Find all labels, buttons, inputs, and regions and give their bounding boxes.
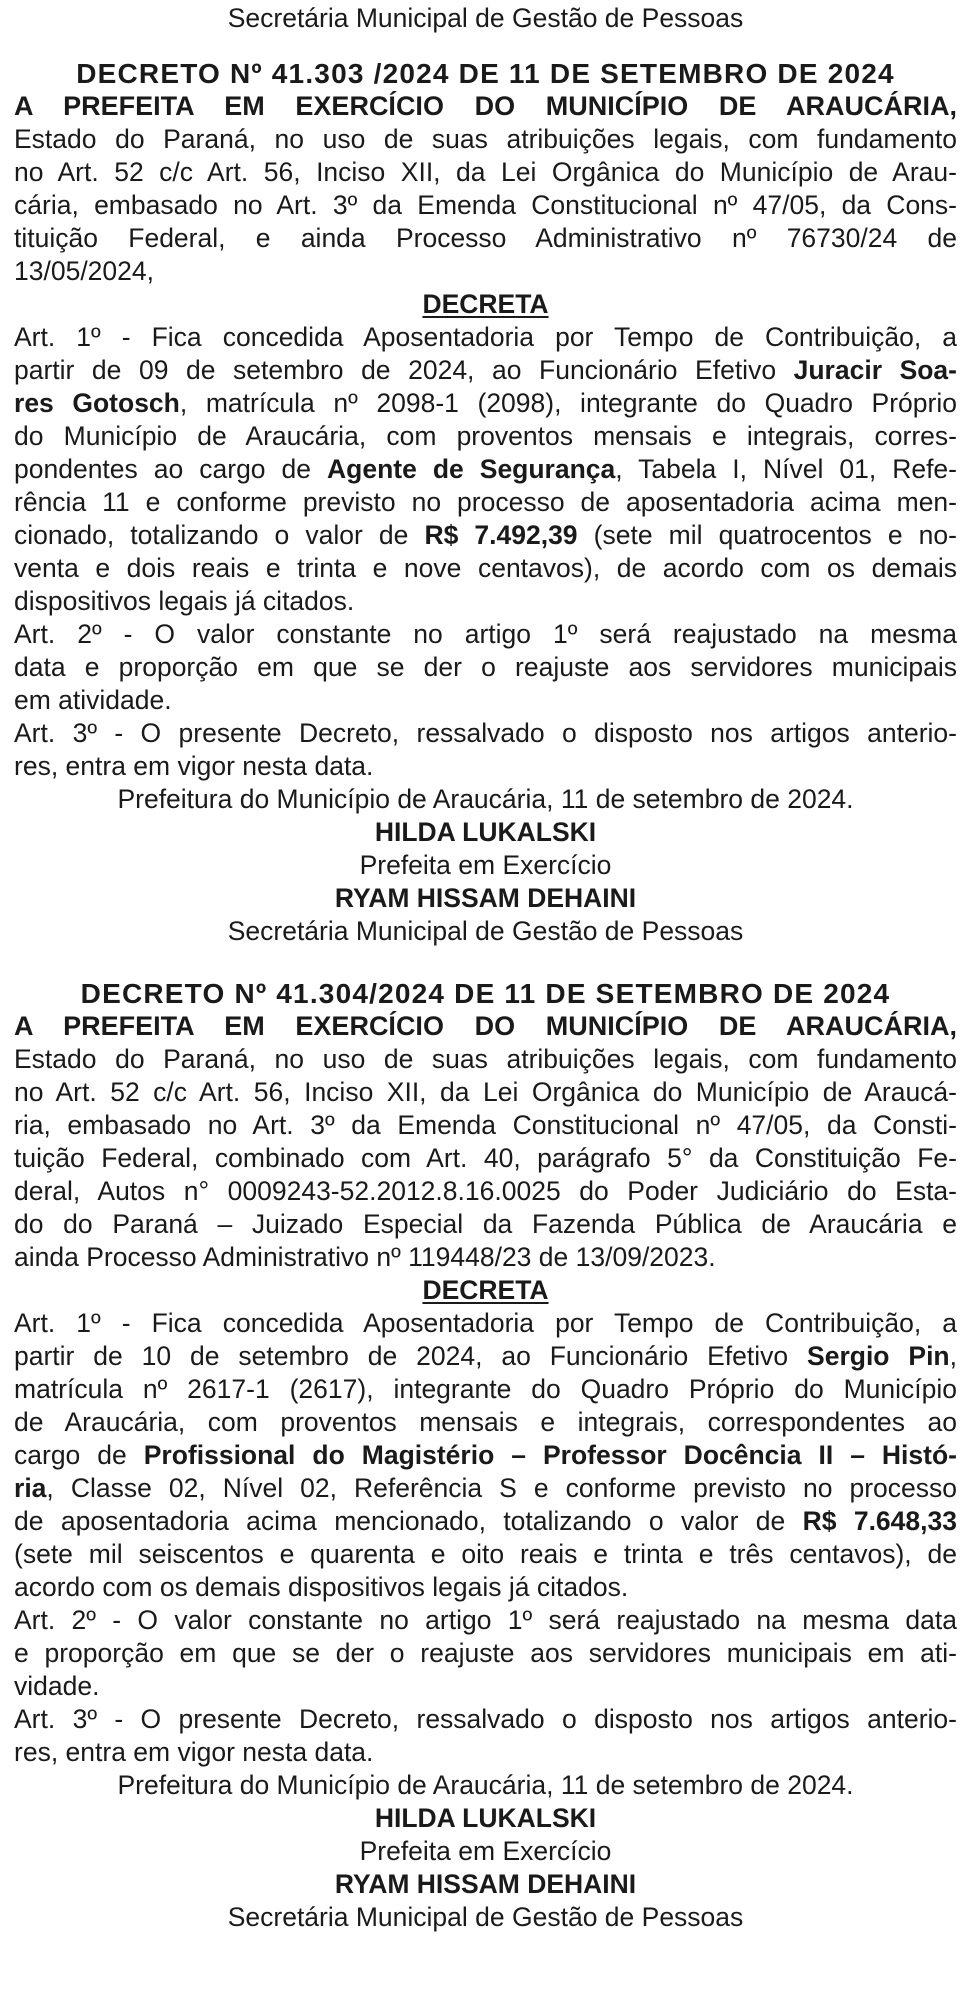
article-2 [14,618,957,717]
preamble-line: Estado do Paraná, no uso de suas atribuições legais, com fundamento [14,1044,957,1074]
closing-place-date: Prefeitura do Município de Araucária, 11 de setembro de 2024. [117,1770,854,1800]
article-line: Art. 1º - Fica concedida Aposentadoria por Tempo de Contribuição, a [14,322,957,352]
article-line: acordo com os demais dispositivos legais já citados. [14,1572,629,1602]
decree-41303 [14,57,957,948]
preamble-line: ainda Processo Administrativo nº 119448/23 de 13/09/2023. [14,1242,716,1272]
article-line: e proporção em que se der o reajuste aos servidores municipais em ati- [14,1638,957,1668]
signer-role: Secretária Municipal de Gestão de Pessoas [227,916,744,946]
decree-header: A PREFEITA EM EXERCÍCIO DO MUNICÍPIO DE ARAUCÁRIA, [14,91,957,121]
preamble-line: cária, embasado no Art. 3º da Emenda Constitucional nº 47/05, da Cons- [14,190,957,220]
article-line: cargo de Profissional do Magistério – Professor Docência II – Histó- [14,1440,957,1470]
pension-value: R$ 7.492,39 [424,520,578,550]
article-line: Art. 1º - Fica concedida Aposentadoria por Tempo de Contribuição, a [14,1308,957,1338]
signer-name: HILDA LUKALSKI [374,1803,597,1833]
article-line: cionado, totalizando o valor de R$ 7.492,39 (sete mil quatrocentos e no- [14,520,957,550]
article-line: de Araucária, com proventos mensais e integrais, correspondentes ao [14,1407,957,1437]
article-line: de aposentadoria acima mencionado, totalizando o valor de R$ 7.648,33 [14,1506,957,1536]
article-line: Art. 3º - O presente Decreto, ressalvado o disposto nos artigos anterio- [14,718,957,748]
job-title: ria [14,1473,47,1503]
article-1 [14,1307,957,1604]
signer-name: RYAM HISSAM DEHAINI [334,883,637,913]
article-line: ria, Classe 02, Nível 02, Referência S e conforme previsto no processo [14,1473,957,1503]
closing-place-date: Prefeitura do Município de Araucária, 11 de setembro de 2024. [117,784,854,814]
article-line: data e proporção em que se der o reajuste aos servidores municipais [14,652,957,682]
preamble-line: tuição Federal, combinado com Art. 40, parágrafo 5° da Constituição Fe- [14,1143,957,1173]
article-line: dispositivos legais já citados. [14,586,355,616]
decree-title: DECRETO Nº 41.304/2024 DE 11 DE SETEMBRO DE 2024 [80,978,891,1009]
article-line: venta e dois reais e trinta e nove centavos), de acordo com os demais [14,553,957,583]
decree-preamble [14,123,957,288]
article-3 [14,717,957,783]
article-3 [14,1703,957,1769]
job-title: Agente de Segurança [327,454,616,484]
article-line: em atividade. [14,685,172,715]
decree-title: DECRETO Nº 41.303 /2024 DE 11 DE SETEMBRO DE 2024 [76,58,895,89]
employee-name: Sergio Pin [807,1341,950,1371]
preamble-line: do do Paraná – Juizado Especial da Fazenda Pública de Araucária e [14,1209,957,1239]
article-line: matrícula nº 2617-1 (2617), integrante do Quadro Próprio do Município [14,1374,957,1404]
decree-41304 [14,977,957,1934]
employee-name: Juracir Soa- [793,355,957,385]
signer-name: HILDA LUKALSKI [374,817,597,847]
article-line: partir de 10 de setembro de 2024, ao Funcionário Efetivo Sergio Pin, [14,1341,957,1371]
article-line: Art. 2º - O valor constante no artigo 1º será reajustado na mesma data [14,1605,957,1635]
article-2 [14,1604,957,1703]
preamble-line: Estado do Paraná, no uso de suas atribuições legais, com fundamento [14,124,957,154]
article-line: Art. 2º - O valor constante no artigo 1º será reajustado na mesma [14,619,957,649]
article-line: partir de 09 de setembro de 2024, ao Funcionário Efetivo Juracir Soa- [14,355,957,385]
preamble-line: no Art. 52 c/c Art. 56, Inciso XII, da Lei Orgânica do Município de Araucá- [14,1077,957,1107]
article-line: do Município de Araucária, com proventos mensais e integrais, corres- [14,421,957,451]
decreta-heading: DECRETA [422,1275,549,1305]
article-line: rência 11 e conforme previsto no processo de aposentadoria acima men- [14,487,957,517]
decree-preamble [14,1043,957,1274]
signer-role: Prefeita em Exercício [359,1836,612,1866]
signer-name: RYAM HISSAM DEHAINI [334,1869,637,1899]
pension-value: R$ 7.648,33 [802,1506,957,1536]
decree-header: A PREFEITA EM EXERCÍCIO DO MUNICÍPIO DE ARAUCÁRIA, [14,1011,957,1041]
preamble-line: ria, embasado no Art. 3º da Emenda Constitucional nº 47/05, da Consti- [14,1110,957,1140]
preamble-line: tituição Federal, e ainda Processo Administrativo nº 76730/24 de [14,223,957,253]
top-secretaria-line: Secretária Municipal de Gestão de Pessoas [227,3,744,33]
job-title: Profissional do Magistério – Professor Docência II – Histó- [143,1440,957,1470]
article-line: res, entra em vigor nesta data. [14,1737,374,1767]
article-1 [14,321,957,618]
signer-role: Secretária Municipal de Gestão de Pessoas [227,1902,744,1932]
signer-role: Prefeita em Exercício [359,850,612,880]
employee-name: res Gotosch [14,388,180,418]
article-line: res, entra em vigor nesta data. [14,751,374,781]
article-line: Art. 3º - O presente Decreto, ressalvado o disposto nos artigos anterio- [14,1704,957,1734]
article-line: vidade. [14,1671,100,1701]
preamble-line: no Art. 52 c/c Art. 56, Inciso XII, da Lei Orgânica do Município de Arau- [14,157,957,187]
article-line: res Gotosch, matrícula nº 2098-1 (2098), integrante do Quadro Próprio [14,388,957,418]
article-line: pondentes ao cargo de Agente de Segurança, Tabela I, Nível 01, Refe- [14,454,957,484]
preamble-line: deral, Autos n° 0009243-52.2012.8.16.0025 do Poder Judiciário do Esta- [14,1176,957,1206]
article-line: (sete mil seiscentos e quarenta e oito reais e trinta e três centavos), de [14,1539,957,1569]
preamble-line: 13/05/2024, [14,256,154,286]
decreta-heading: DECRETA [422,289,549,319]
